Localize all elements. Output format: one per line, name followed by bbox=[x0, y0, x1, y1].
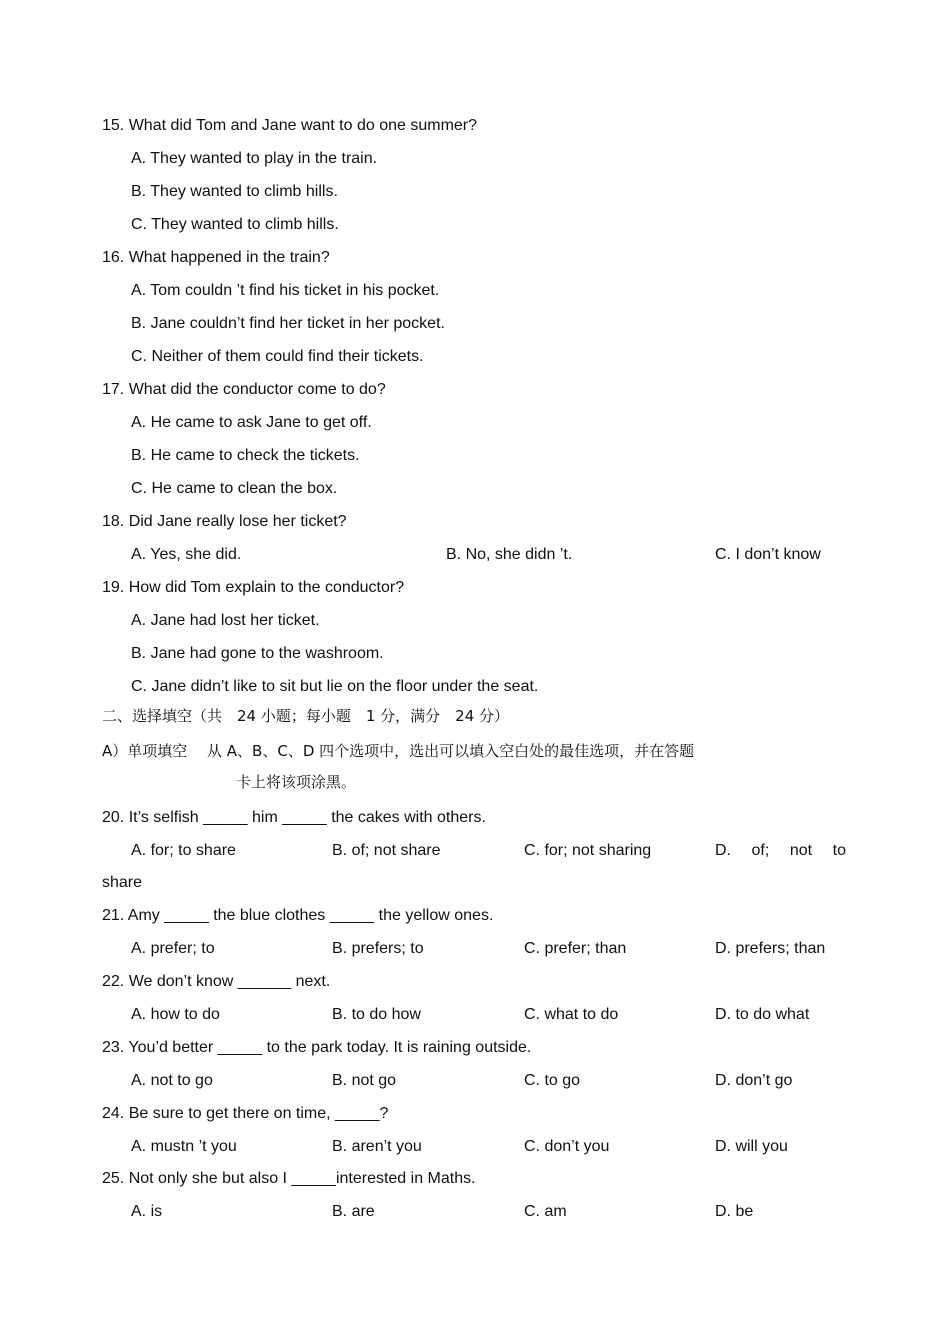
q20-option-d bbox=[715, 841, 846, 861]
q22-question: 22. We don’t know ______ next. bbox=[102, 973, 331, 990]
q23-option-b: B. not go bbox=[332, 1072, 397, 1089]
q17-question: 17. What did the conductor come to do? bbox=[102, 381, 386, 398]
q20-option-c: C. for; not sharing bbox=[524, 842, 652, 859]
q17-option-b: B. He came to check the tickets. bbox=[131, 447, 360, 464]
q21-option-a: A. prefer; to bbox=[131, 940, 215, 957]
q20-question: 20. It’s selfish _____ him _____ the cakes with others. bbox=[102, 809, 486, 826]
q21-question: 21. Amy _____ the blue clothes _____ the yellow ones. bbox=[102, 907, 494, 924]
q15-option-c: C. They wanted to climb hills. bbox=[131, 216, 339, 233]
section2-title: 二、选择填空（共 24 小题；每小题 1 分，满分 24 分） bbox=[102, 707, 510, 725]
q18-option-c: C. I don’t know bbox=[715, 546, 821, 563]
q20-option-b: B. of; not share bbox=[332, 842, 441, 859]
q22-option-a: A. how to do bbox=[131, 1006, 220, 1023]
q25-option-d: D. be bbox=[715, 1203, 754, 1220]
q23-option-c: C. to go bbox=[524, 1072, 581, 1089]
q20-option-a: A. for; to share bbox=[131, 842, 236, 859]
q24-option-d: D. will you bbox=[715, 1138, 788, 1155]
q24-option-b: B. aren’t you bbox=[332, 1138, 422, 1155]
q25-option-a: A. is bbox=[131, 1203, 163, 1220]
q18-question: 18. Did Jane really lose her ticket? bbox=[102, 513, 347, 530]
q20-option-d-wrap: share bbox=[102, 874, 143, 891]
q15-option-a: A. They wanted to play in the train. bbox=[131, 150, 378, 167]
q22-option-b: B. to do how bbox=[332, 1006, 421, 1023]
q25-option-b: B. are bbox=[332, 1203, 375, 1220]
q22-option-d: D. to do what bbox=[715, 1006, 810, 1023]
q17-option-a: A. He came to ask Jane to get off. bbox=[131, 414, 372, 431]
section2-parta-instructions: A）单项填空 从 A、B、C、D 四个选项中，选出可以填入空白处的最佳选项，并在答题 bbox=[102, 742, 695, 760]
q20-option-d-part: not bbox=[789, 842, 813, 859]
q22-option-c: C. what to do bbox=[524, 1006, 619, 1023]
q23-option-a: A. not to go bbox=[131, 1072, 213, 1089]
q20-option-d-part: to bbox=[832, 842, 846, 859]
q20-option-d-part: D. bbox=[715, 842, 731, 859]
q15-question: 15. What did Tom and Jane want to do one summer? bbox=[102, 117, 478, 134]
q19-option-c: C. Jane didn’t like to sit but lie on the floor under the seat. bbox=[131, 678, 539, 695]
q19-option-b: B. Jane had gone to the washroom. bbox=[131, 645, 384, 662]
q20-option-d-part: of; bbox=[751, 842, 770, 859]
q16-option-a: A. Tom couldn ’t find his ticket in his pocket. bbox=[131, 282, 440, 299]
q24-option-c: C. don’t you bbox=[524, 1138, 610, 1155]
q15-option-b: B. They wanted to climb hills. bbox=[131, 183, 338, 200]
q25-option-c: C. am bbox=[524, 1203, 567, 1220]
q18-option-a: A. Yes, she did. bbox=[131, 546, 242, 563]
q21-option-b: B. prefers; to bbox=[332, 940, 424, 957]
q16-option-b: B. Jane couldn’t find her ticket in her pocket. bbox=[131, 315, 445, 332]
q16-question: 16. What happened in the train? bbox=[102, 249, 330, 266]
q25-question: 25. Not only she but also I _____interested in Maths. bbox=[102, 1170, 476, 1187]
section2-parta-instructions-cont: 卡上将该项涂黑。 bbox=[236, 773, 357, 791]
q19-question: 19. How did Tom explain to the conductor? bbox=[102, 579, 405, 596]
q24-question: 24. Be sure to get there on time, _____? bbox=[102, 1105, 389, 1122]
q19-option-a: A. Jane had lost her ticket. bbox=[131, 612, 320, 629]
q16-option-c: C. Neither of them could find their tickets. bbox=[131, 348, 424, 365]
q21-option-c: C. prefer; than bbox=[524, 940, 627, 957]
q23-option-d: D. don’t go bbox=[715, 1072, 793, 1089]
q18-option-b: B. No, she didn ’t. bbox=[446, 546, 573, 563]
q23-question: 23. You’d better _____ to the park today. It is raining outside. bbox=[102, 1039, 532, 1056]
q21-option-d: D. prefers; than bbox=[715, 940, 826, 957]
q17-option-c: C. He came to clean the box. bbox=[131, 480, 338, 497]
q24-option-a: A. mustn ’t you bbox=[131, 1138, 237, 1155]
